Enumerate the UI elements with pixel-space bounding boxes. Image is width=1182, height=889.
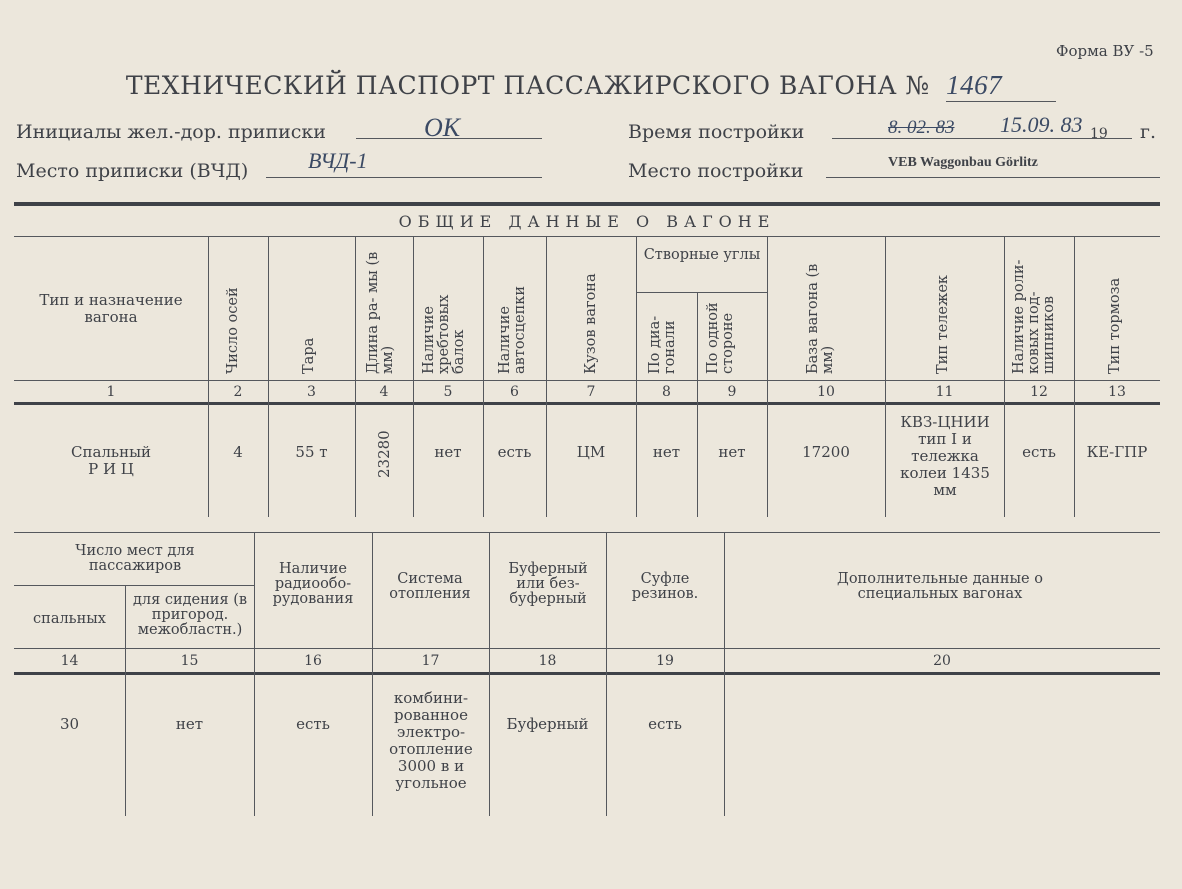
th-angles: Створные углы (643, 247, 761, 263)
general-section-title: ОБЩИЕ ДАННЫЕ О ВАГОНЕ (398, 212, 776, 231)
col-number: 18 (538, 653, 557, 669)
cell-roller-bearings: есть (1022, 443, 1056, 461)
col-number: 11 (935, 384, 954, 400)
cell-axles: 4 (233, 443, 243, 461)
cell-sitting: нет (175, 715, 204, 733)
cell-bellows: есть (648, 715, 682, 733)
col-number: 1 (106, 384, 116, 400)
th-buffer: Буферный или без- буферный (508, 561, 588, 607)
col-number: 16 (304, 653, 322, 669)
registry-initials-value: ОК (424, 113, 461, 142)
cell-brake-type: КЕ-ГПР (1086, 443, 1148, 461)
build-year-suffix: г. (1140, 121, 1156, 143)
col-number: 6 (510, 384, 519, 400)
th-sleeping: спальных (33, 611, 106, 627)
col-number: 4 (379, 384, 389, 400)
cell-car-type (14, 444, 208, 478)
th-frame-length: Длина ра- мы (в мм) (365, 251, 396, 374)
col-number: 8 (662, 384, 671, 400)
th-diagonal: По диа- гонали (647, 315, 678, 374)
cell-sleeping: 30 (59, 715, 80, 733)
col-number: 2 (233, 384, 243, 400)
build-time-value: 15.09. 83 (1000, 112, 1083, 137)
col-number: 20 (933, 653, 951, 669)
th-auto-coupler: Наличие автосцепки (497, 286, 528, 374)
col-number: 9 (727, 384, 737, 400)
col-number: 3 (307, 384, 316, 400)
th-extra-data: Дополнительные данные о специальных вагонах (837, 571, 1043, 602)
build-year-prefix: 19 (1090, 126, 1108, 142)
car-number: 1467 (946, 70, 1003, 100)
cell-heating: комбини- рованное электро- отопление 3000 в и угольное (389, 689, 473, 792)
cell-car-body: ЦМ (576, 443, 606, 461)
col-number: 17 (421, 653, 440, 669)
th-roller-bearings: Наличие роли- ковых под- шипников (1011, 259, 1057, 374)
registry-place-label: Место приписки (ВЧД) (16, 160, 249, 182)
form-code: Форма ВУ -5 (1056, 42, 1154, 60)
title-text: ТЕХНИЧЕСКИЙ ПАСПОРТ ПАССАЖИРСКОГО ВАГОНА № (125, 71, 930, 100)
col-number: 7 (586, 384, 596, 400)
th-tare: Тара (301, 337, 317, 374)
th-heating: Система отопления (389, 571, 471, 602)
cell-car-type-line2: Р И Ц (88, 460, 134, 478)
th-car-type: Тип и назначение вагона (39, 291, 183, 326)
th-seats: Число мест для пассажиров (75, 543, 195, 574)
th-radio: Наличие радиообо- рудования (272, 561, 354, 607)
page-title (0, 70, 1182, 102)
th-one-side: По одной стороне (705, 302, 736, 374)
cell-buffer: Буферный (506, 715, 589, 733)
th-center-beams: Наличие хребтовых балок (421, 294, 467, 374)
cell-frame-length: 23280 (375, 430, 393, 478)
th-car-base: База вагона (в мм) (805, 263, 836, 374)
col-number: 5 (443, 384, 453, 400)
th-brake-type: Тип тормоза (1107, 277, 1123, 374)
th-bogie-type: Тип тележек (935, 275, 951, 374)
build-time-label: Время постройки (628, 121, 805, 143)
col-number: 13 (1108, 384, 1126, 400)
th-sitting: для сидения (в пригород. межобластн.) (132, 592, 248, 638)
registry-place-value: ВЧД-1 (308, 148, 368, 173)
cell-diagonal: нет (652, 443, 681, 461)
cell-auto-coupler: есть (497, 443, 532, 461)
col-number: 10 (817, 384, 835, 400)
cell-radio: есть (296, 715, 330, 733)
th-bellows: Суфле резинов. (631, 571, 699, 602)
col-number: 15 (180, 653, 199, 669)
build-time-struck: 8. 02. 83 (888, 117, 955, 138)
registry-initials-label: Инициалы жел.-дор. приписки (16, 121, 326, 143)
cell-car-type-line1: Спальный (70, 443, 152, 461)
cell-car-base: 17200 (802, 443, 850, 461)
cell-tare: 55 т (295, 443, 328, 461)
cell-bogie-type: КВЗ-ЦНИИ тип I и тележка колеи 1435 мм (900, 413, 990, 499)
build-place-value: VEB Waggonbau Görlitz (888, 155, 1038, 170)
col-number: 12 (1030, 384, 1048, 400)
th-car-body: Кузов вагона (583, 273, 599, 374)
col-number: 14 (60, 653, 79, 669)
col-number: 19 (656, 653, 674, 669)
th-axles: Число осей (225, 287, 241, 374)
cell-center-beams: нет (434, 443, 462, 461)
cell-one-side: нет (718, 443, 746, 461)
build-place-label: Место постройки (628, 160, 804, 182)
